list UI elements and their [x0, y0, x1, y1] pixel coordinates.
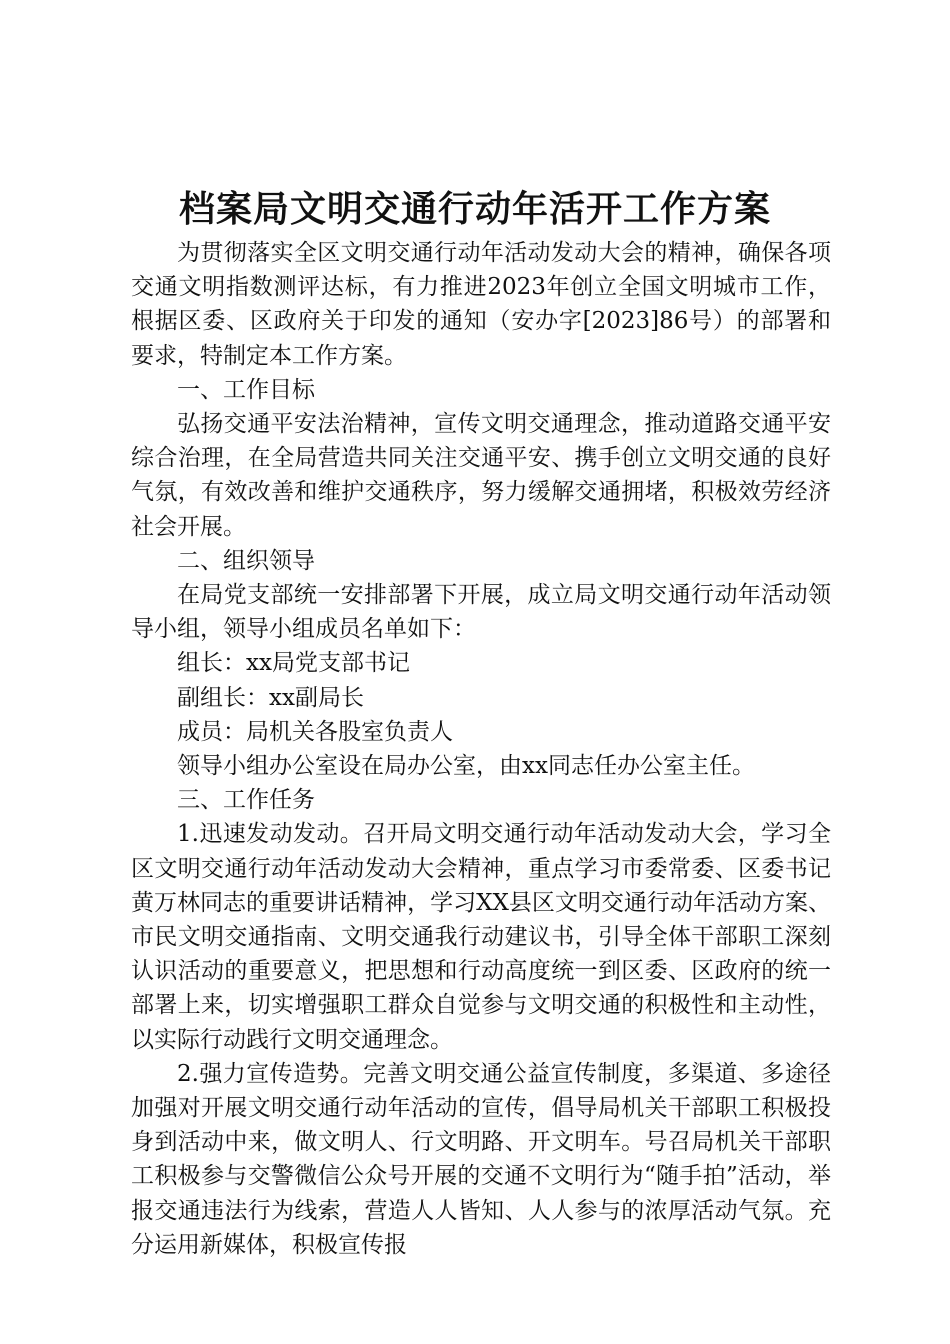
document-body	[131, 236, 831, 1262]
office-line: 领导小组办公室设在局办公室，由xx同志任办公室主任。	[177, 753, 755, 780]
section-heading-tasks: 三、工作任务	[177, 787, 315, 814]
section-heading-organization: 二、组织领导	[177, 547, 315, 574]
goals-paragraph: 弘扬交通平安法治精神，宣传文明交通理念，推动道路交通平安综合治理，在全局营造共同关注交通平安、携手创立文明交通的良好气氛，有效改善和维护交通秩序，努力缓解交通拥堵，积极效劳经济社会开展。	[131, 411, 831, 540]
task-two-paragraph: 2.强力宣传造势。完善文明交通公益宣传制度，多渠道、多途径加强对开展文明交通行动年活动的宣传，倡导局机关干部职工积极投身到活动中来，做文明人、行文明路、开文明车。号召局机关干部职工积极参与交警微信公众号开展的交通不文明行为“随手拍”活动，举报交通违法行为线索，营造人人皆知、人人参与的浓厚活动气氛。充分运用新媒体，积极宣传报	[131, 1060, 831, 1258]
document-title: 档案局文明交通行动年活开工作方案	[178, 189, 771, 230]
task-one-paragraph: 1.迅速发动发动。召开局文明交通行动年活动发动大会，学习全区文明交通行动年活动发动大会精神，重点学习市委常委、区委书记黄万林同志的重要讲话精神，学习XX县区文明交通行动年活动方案、市民文明交通指南、文明交通我行动建议书，引导全体干部职工深刻认识活动的重要意义，把思想和行动高度统一到区委、区政府的统一部署上来，切实增强职工群众自觉参与文明交通的积极性和主动性，以实际行动践行文明交通理念。	[131, 821, 831, 1053]
intro-paragraph: 为贯彻落实全区文明交通行动年活动发动大会的精神，确保各项交通文明指数测评达标，有力推进2023年创立全国文明城市工作，根据区委、区政府关于印发的通知（安办字[2023]86号）的部署和要求，特制定本工作方案。	[131, 240, 831, 369]
members-line: 成员：局机关各股室负责人	[177, 718, 453, 745]
deputy-leader-line: 副组长：xx副局长	[177, 684, 364, 711]
organization-paragraph: 在局党支部统一安排部署下开展，成立局文明交通行动年活动领导小组，领导小组成员名单如下：	[131, 582, 831, 643]
section-heading-goals: 一、工作目标	[177, 376, 315, 403]
team-leader-line: 组长：xx局党支部书记	[177, 650, 410, 677]
